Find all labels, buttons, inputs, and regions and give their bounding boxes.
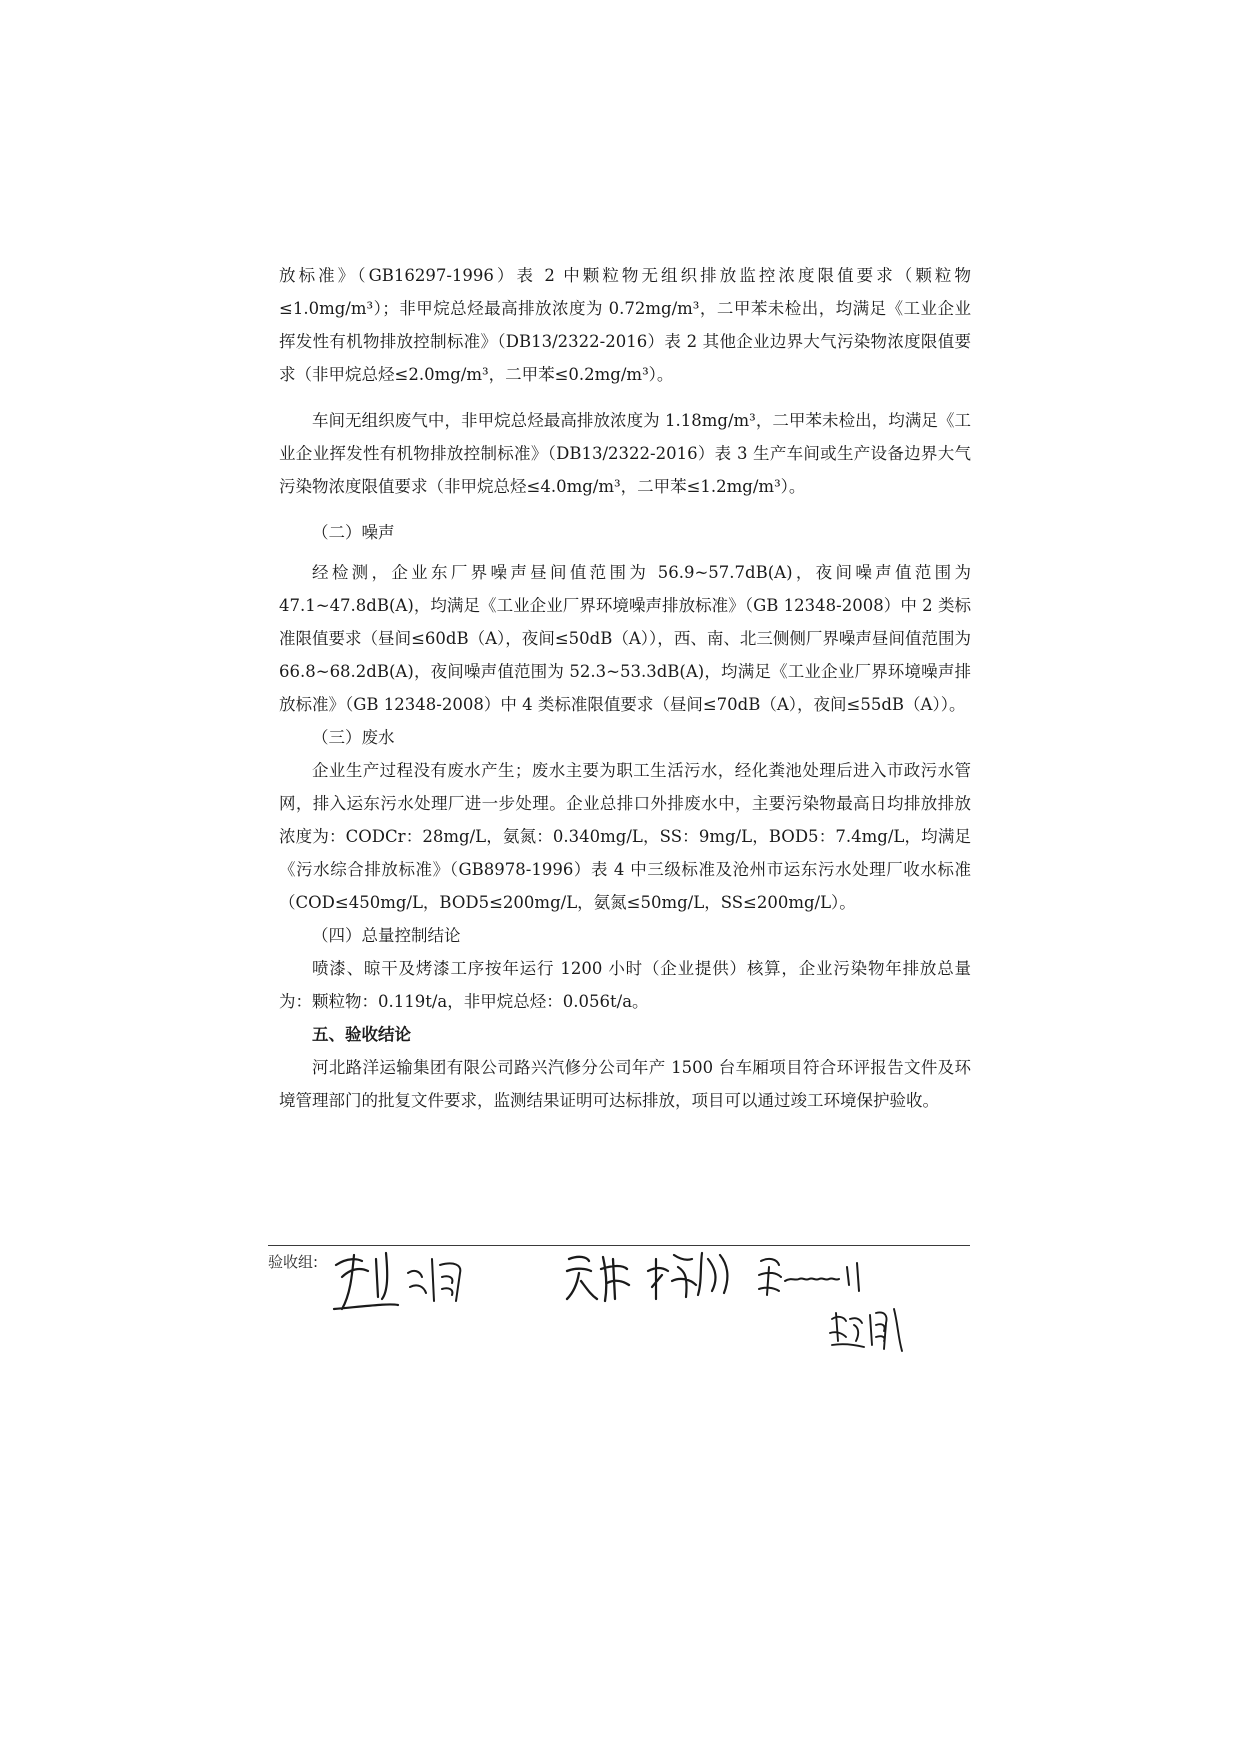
air-boundary-paragraph: 放标准》（GB16297-1996）表 2 中颗粒物无组织排放监控浓度限值要求（颗粒物≤1.0mg/m³）；非甲烷总烃最高排放浓度为 0.72mg/m³，二甲苯未检出，均满足《工业企业挥发性有机物排放控制标准》（DB13/2322-2016）表 2 其他企业边界大气污染物浓度限值要求（非甲烷总烃≤2.0mg/m³，二甲苯≤0.2mg/m³）。 (279, 266, 971, 384)
total-control-paragraph: 喷漆、晾干及烤漆工序按年运行 1200 小时（企业提供）核算，企业污染物年排放总量为：颗粒物：0.119t/a，非甲烷总烃：0.056t/a。 (279, 959, 971, 1011)
signature-label: 验收组: (268, 1253, 319, 1271)
signature-2 (563, 1249, 633, 1305)
noise-paragraph: 经检测，企业东厂界噪声昼间值范围为 56.9~57.7dB(A)，夜间噪声值范围为 47.1~47.8dB(A)，均满足《工业企业厂界环境噪声排放标准》（GB 12348-2008）中 2 类标准限值要求（昼间≤60dB（A），夜间≤50dB（A）），西、南、北三侧侧厂界噪声昼间值范围为 66.8~68.2dB(A)，夜间噪声值范围为 52.3~53.3dB(A)，均满足《工业企业厂界环境噪声排放标准》（GB 12348-2008）中 4 类标准限值要求（昼间≤70dB（A），夜间≤55dB（A））。 (279, 563, 971, 714)
noise-heading: （二）噪声 (312, 523, 395, 542)
wastewater-heading: （三）废水 (312, 728, 395, 747)
acceptance-conclusion-paragraph: 河北路洋运输集团有限公司路兴汽修分公司年产 1500 台车厢项目符合环评报告文件及环境管理部门的批复文件要求，监测结果证明可达标排放，项目可以通过竣工环境保护验收。 (279, 1058, 971, 1110)
air-workshop-paragraph: 车间无组织废气中，非甲烷总烃最高排放浓度为 1.18mg/m³，二甲苯未检出，均满足《工业企业挥发性有机物排放控制标准》（DB13/2322-2016）表 3 生产车间或生产设备边界大气污染物浓度限值要求（非甲烷总烃≤4.0mg/m³，二甲苯≤1.2mg/m³）。 (279, 411, 971, 496)
document-body (279, 259, 971, 1117)
signature-5 (828, 1305, 908, 1353)
total-control-heading: （四）总量控制结论 (312, 926, 461, 945)
wastewater-paragraph: 企业生产过程没有废水产生；废水主要为职工生活污水，经化粪池处理后进入市政污水管网，排入运东污水处理厂进一步处理。企业总排口外排废水中，主要污染物最高日均排放排放浓度为：CODCr：28mg/L，氨氮：0.340mg/L，SS：9mg/L，BOD5：7.4mg/L，均满足《污水综合排放标准》（GB8978-1996）表 4 中三级标准及沧州市运东污水处理厂收水标准（COD≤450mg/L，BOD5≤200mg/L，氨氮≤50mg/L，SS≤200mg/L）。 (279, 761, 971, 912)
signature-1 (328, 1247, 468, 1319)
signature-block (268, 1245, 970, 1365)
signature-line (268, 1245, 970, 1246)
acceptance-conclusion-heading: 五、验收结论 (312, 1025, 411, 1044)
signature-3 (646, 1245, 736, 1305)
signature-4 (755, 1251, 885, 1301)
